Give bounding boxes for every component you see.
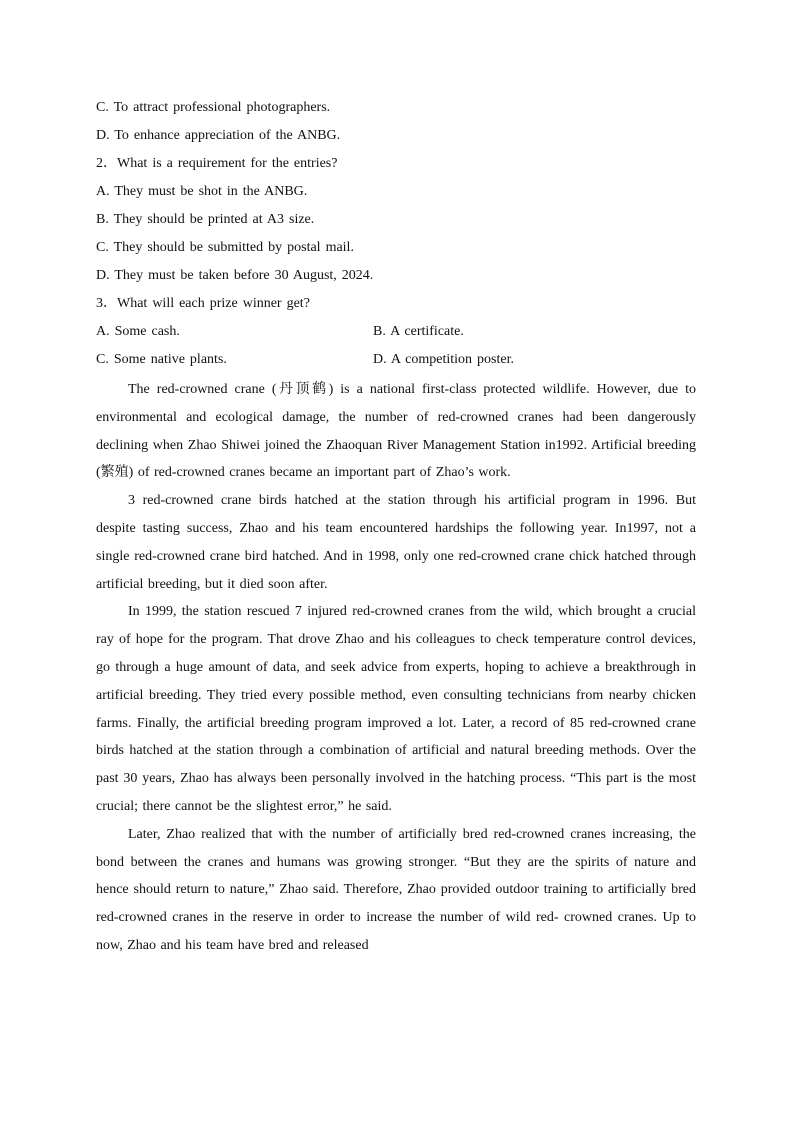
q3-option-c: C. Some native plants. [96, 352, 227, 367]
passage-paragraph: 3 red-crowned crane birds hatched at the station through his artificial program in 1996. But despite tasting success, Zhao and his team encountered hardships the following year. In1997, not a single red-crowned crane bird hatched. And in 1998, only one red-crowned crane chick hatched through artificial breeding, but it died soon after. [96, 493, 696, 592]
q3-options-row-2 [96, 346, 696, 374]
q2-option-a: A. They must be shot in the ANBG. [96, 184, 308, 199]
q3-option-b: B. A certificate. [373, 324, 464, 339]
q2-question: 2．What is a requirement for the entries? [96, 156, 338, 171]
passage-paragraph: Later, Zhao realized that with the number of artificially bred red-crowned cranes increasing, the bond between the cranes and humans was growing stronger. “But they are the spirits of nature and hence should return to nature,” Zhao said. Therefore, Zhao provided outdoor training to artificially bred red-crowned cranes in the reserve in order to increase the number of wild red- crowned cranes. Up to now, Zhao and his team have bred and released [96, 826, 696, 953]
q2-option-c: C. They should be submitted by postal mail. [96, 240, 354, 255]
q3-option-d: D. A competition poster. [373, 352, 514, 367]
q1-option-c: C. To attract professional photographers. [96, 100, 331, 115]
q3-options-row-1 [96, 318, 696, 346]
q2-option-b: B. They should be printed at A3 size. [96, 212, 315, 227]
passage-paragraph: The red-crowned crane (丹顶鹤) is a national first-class protected wildlife. However, due to environmental and ecological damage, the number of red-crowned cranes had been dangerously declining when Zhao Shiwei joined the Zhaoquan River Management Station in1992. Artificial breeding (繁殖) of red-crowned cranes became an important part of Zhao’s work. [96, 382, 696, 481]
document-page [96, 94, 696, 960]
q3-question: 3．What will each prize winner get? [96, 296, 310, 311]
q1-option-d: D. To enhance appreciation of the ANBG. [96, 128, 341, 143]
q3-option-a: A. Some cash. [96, 324, 180, 339]
passage-paragraph: In 1999, the station rescued 7 injured red-crowned cranes from the wild, which brought a crucial ray of hope for the program. That drove Zhao and his colleagues to check temperature control devices, go through a huge amount of data, and seek advice from experts, hoping to achieve a breakthrough in artificial breeding. They tried every possible method, even consulting technicians from nearby chicken farms. Finally, the artificial breeding program improved a lot. Later, a record of 85 red-crowned crane birds hatched at the station through a combination of artificial and natural breeding methods. Over the past 30 years, Zhao has always been personally involved in the hatching process. “This part is the most crucial; there cannot be the slightest error,” he said. [96, 604, 696, 814]
q2-option-d: D. They must be taken before 30 August, 2024. [96, 268, 374, 283]
